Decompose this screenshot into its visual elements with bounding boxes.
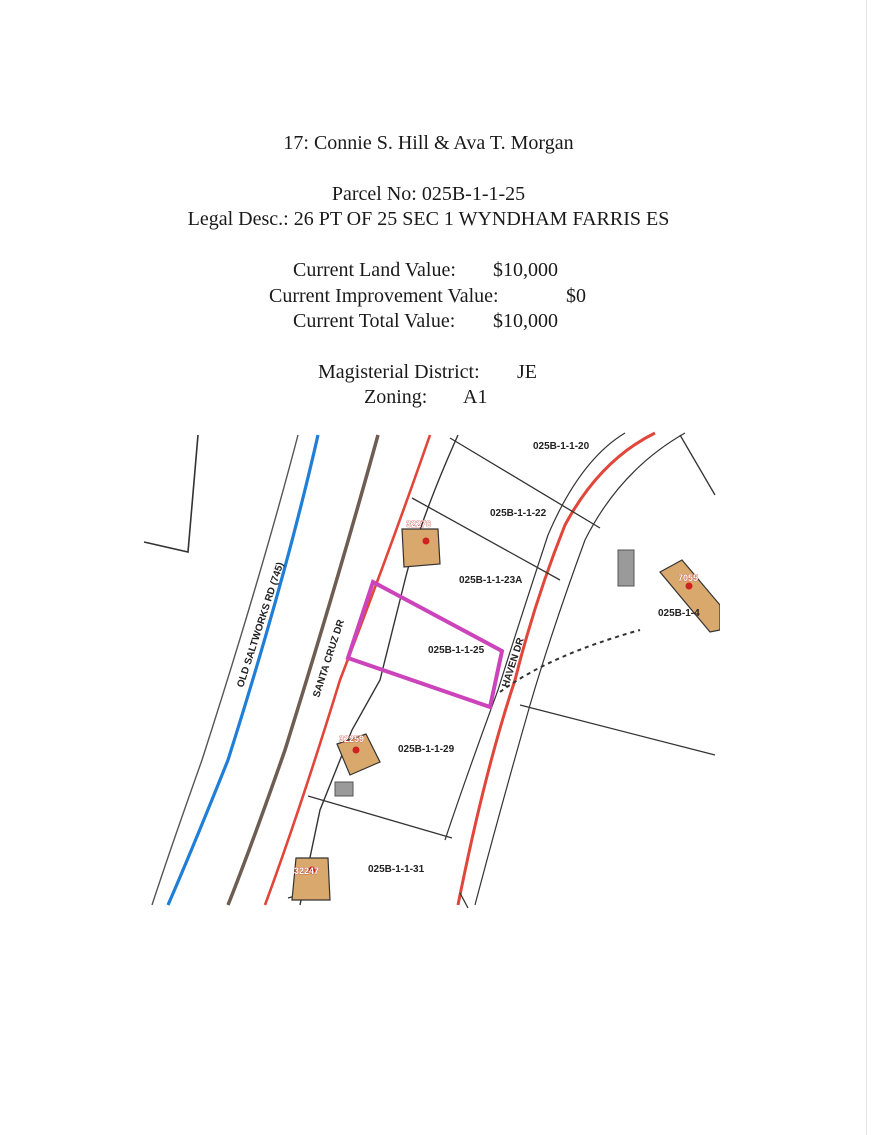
parcel-map [140,430,720,910]
old-saltworks-edge-west [152,435,298,905]
parcel-label-31: 025B-1-1-31 [368,864,425,875]
address-point-32259 [353,747,360,754]
land-value: $10,000 [493,259,558,281]
road-label-old-saltworks: OLD SALTWORKS RD (745) [235,560,287,689]
improvement-value-label: Current Improvement Value: [269,285,499,307]
haven-edge-west [458,433,655,905]
owners-heading: 17: Connie S. Hill & Ava T. Morgan [283,132,574,154]
address-label-32259: 32259 [339,734,365,744]
building-7055 [660,560,720,632]
magisterial-district-value: JE [517,361,537,383]
parcel-label-20: 025B-1-1-20 [533,441,590,452]
legal-description: Legal Desc.: 26 PT OF 25 SEC 1 WYNDHAM FARRIS ES [187,208,670,230]
land-value-label: Current Land Value: [293,259,456,281]
zoning-value: A1 [463,386,488,408]
outbuilding-29 [335,782,353,796]
outbuilding-east [618,550,634,586]
lot-line-east-south [520,705,715,755]
santa-cruz-edge-west [265,435,430,905]
road-label-haven: HAVEN DR [500,636,527,689]
total-value-label: Current Total Value: [293,310,456,332]
parcel-label-29: 025B-1-1-29 [398,744,455,755]
parcel-label-4: 025B-1-4 [658,608,700,619]
page-edge [866,0,867,1135]
address-point-7055 [686,583,693,590]
address-label-7055: 7055 [678,573,699,583]
address-label-32247: 32247 [294,866,320,876]
parcel-boundary-west [144,435,198,552]
total-value: $10,000 [493,310,558,332]
lot-line-east-north [680,435,715,495]
lot-line-29-31 [308,796,452,838]
improvement-value: $0 [566,285,586,307]
parcel-map-svg [140,430,720,910]
address-point-32276 [423,538,430,545]
building-32276 [402,529,440,567]
address-label-32276: 32276 [406,519,432,529]
road-label-santa-cruz: SANTA CRUZ DR [311,618,347,699]
parcel-number: Parcel No: 025B-1-1-25 [331,183,526,205]
zoning-label: Zoning: [364,386,428,408]
building-32247 [292,858,330,900]
parcel-label-22: 025B-1-1-22 [490,508,547,519]
parcel-label-23a: 025B-1-1-23A [459,575,523,586]
magisterial-district-label: Magisterial District: [318,361,480,383]
parcel-label-25: 025B-1-1-25 [428,645,485,656]
